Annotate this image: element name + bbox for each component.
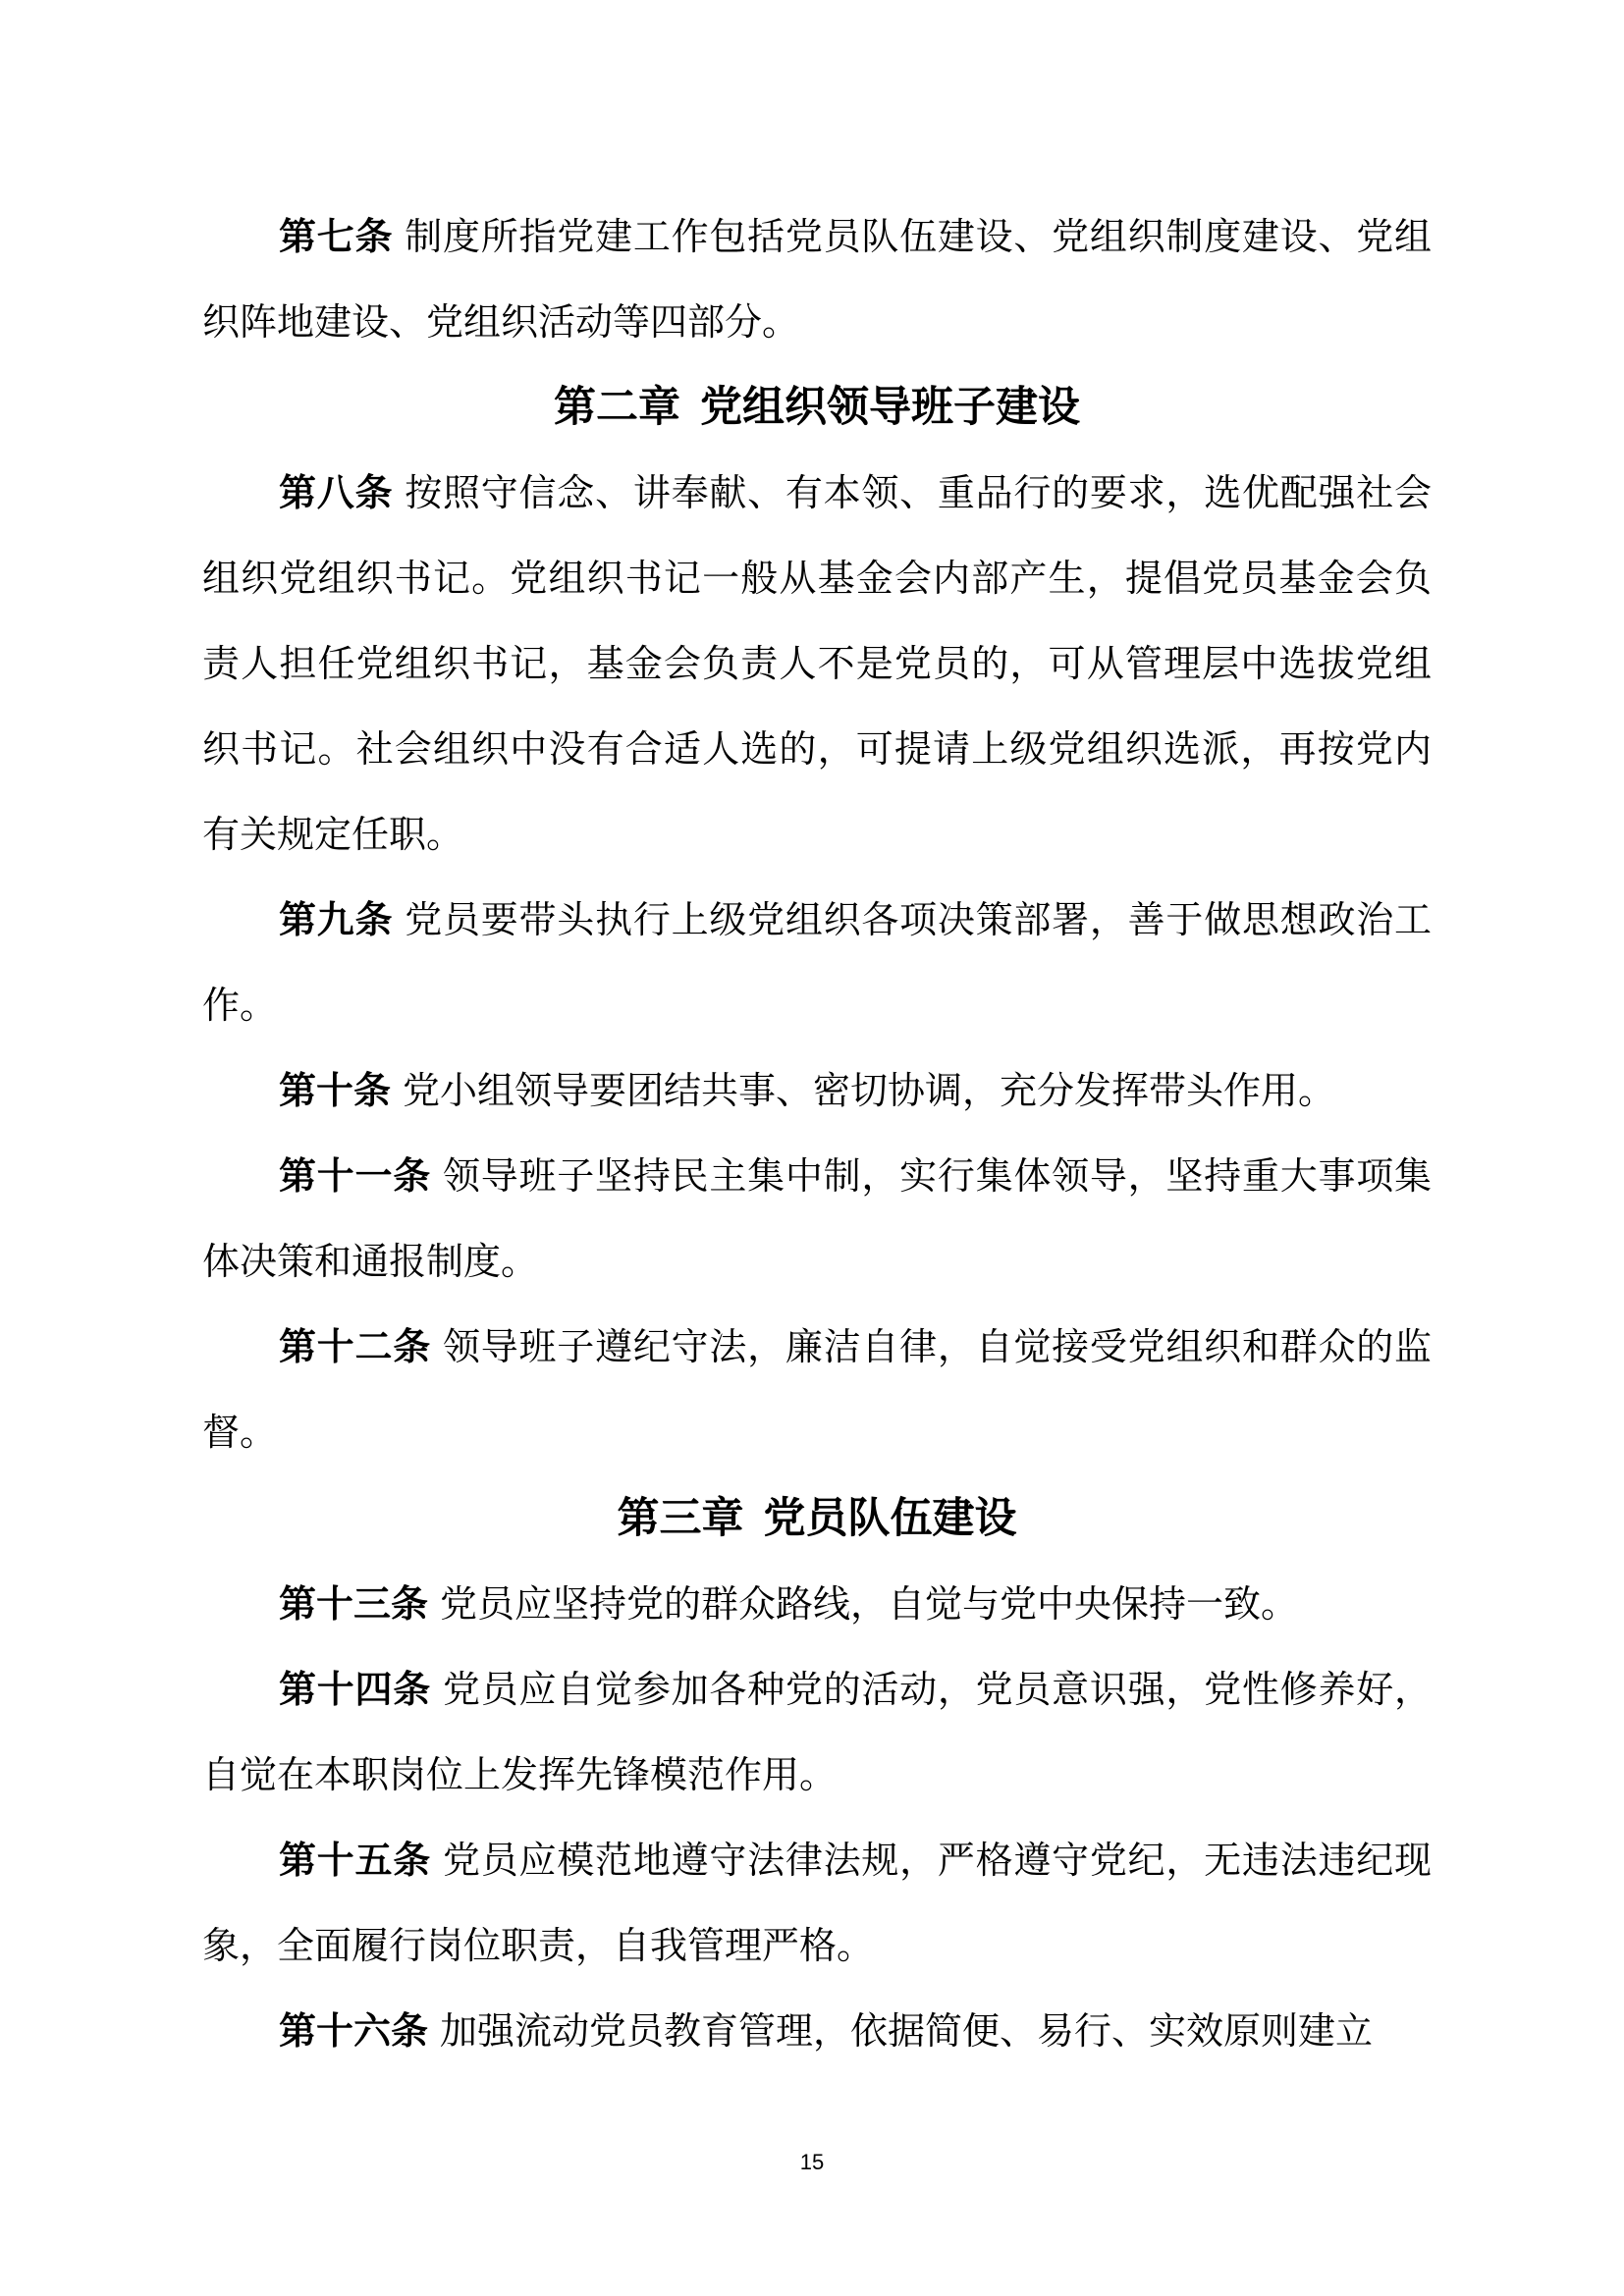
article-label: 第七条	[279, 215, 394, 258]
article-text: 党员应模范地遵守法律法规，严格遵守党纪，无违法违纪现象，全面履行岗位职责，自我管理严格。	[202, 1839, 1432, 1967]
article-label: 第八条	[279, 471, 394, 514]
article-text: 加强流动党员教育管理，依据简便、易行、实效原则建立	[440, 2009, 1374, 2053]
article-8	[202, 451, 1432, 878]
article-label: 第十五条	[279, 1839, 432, 1882]
article-label: 第十二条	[279, 1325, 432, 1368]
chapter-number: 第二章	[554, 383, 680, 432]
article-7	[202, 194, 1432, 365]
article-15	[202, 1818, 1432, 1989]
article-label: 第十条	[279, 1069, 392, 1112]
article-text: 领导班子遵纪守法，廉洁自律，自觉接受党组织和群众的监督。	[202, 1325, 1432, 1454]
chapter-title: 党员队伍建设	[763, 1494, 1017, 1543]
section-top	[202, 194, 1432, 365]
section-chapter-3	[202, 1562, 1432, 2074]
article-14	[202, 1647, 1432, 1818]
article-label: 第九条	[279, 898, 394, 941]
article-text: 按照守信念、讲奉献、有本领、重品行的要求，选优配强社会组织党组织书记。党组织书记一般从基金会内部产生，提倡党员基金会负责人担任党组织书记，基金会负责人不是党员的，可从管理层中选拔党组织书记。社会组织中没有合适人选的，可提请上级党组织选派，再按党内有关规定任职。	[202, 471, 1432, 856]
chapter-2-heading	[202, 365, 1432, 451]
article-label: 第十三条	[279, 1582, 429, 1626]
article-text: 党员应坚持党的群众路线，自觉与党中央保持一致。	[440, 1582, 1299, 1626]
page-number: 15	[799, 2150, 825, 2174]
article-9	[202, 878, 1432, 1048]
article-label: 第十六条	[279, 2009, 429, 2053]
article-text: 党员要带头执行上级党组织各项决策部署，善于做思想政治工作。	[202, 898, 1432, 1027]
article-label: 第十一条	[279, 1154, 432, 1198]
article-13	[202, 1562, 1432, 1647]
article-12	[202, 1305, 1432, 1475]
article-text: 领导班子坚持民主集中制，实行集体领导，坚持重大事项集体决策和通报制度。	[202, 1154, 1432, 1283]
article-label: 第十四条	[279, 1668, 432, 1711]
chapter-3-heading	[202, 1476, 1432, 1562]
chapter-number: 第三章	[617, 1494, 744, 1543]
section-chapter-2	[202, 451, 1432, 1475]
article-text: 党小组领导要团结共事、密切协调，充分发挥带头作用。	[403, 1069, 1336, 1112]
article-text: 党员应自觉参加各种党的活动，党员意识强，党性修养好，自觉在本职岗位上发挥先锋模范作用。	[202, 1668, 1432, 1796]
article-11	[202, 1134, 1432, 1305]
chapter-title: 党组织领导班子建设	[700, 383, 1080, 432]
article-10	[202, 1048, 1432, 1134]
article-16	[202, 1989, 1432, 2074]
article-text: 制度所指党建工作包括党员队伍建设、党组织制度建设、党组织阵地建设、党组织活动等四部分。	[202, 215, 1432, 344]
